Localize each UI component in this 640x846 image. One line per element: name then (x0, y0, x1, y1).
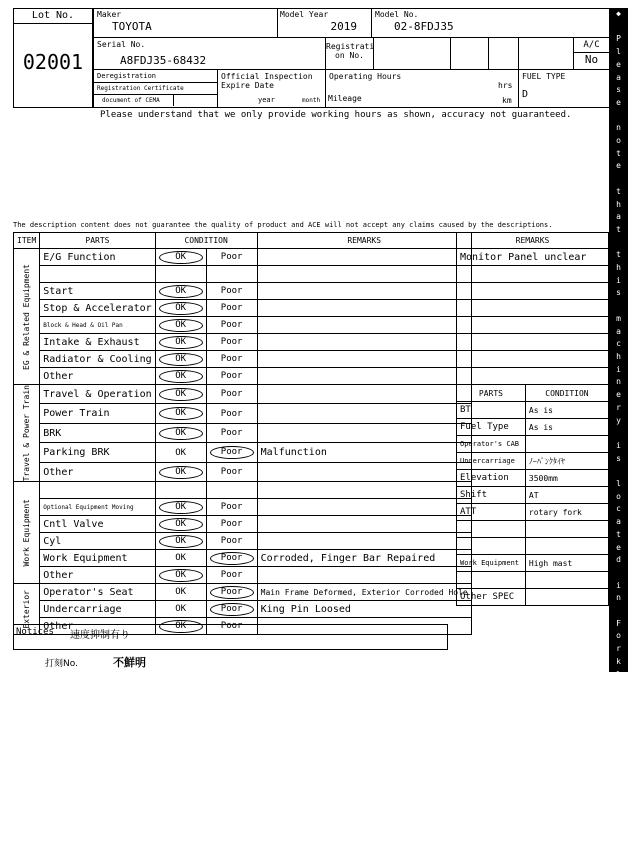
side-strip-char: i (616, 440, 621, 450)
side-strip-char (609, 300, 628, 313)
poor-label: Poor (220, 428, 243, 439)
side-strip-char: e (616, 390, 621, 400)
remark-cell (257, 516, 471, 533)
fuel-type-label: FUEL TYPE (522, 72, 566, 81)
condition-ok-cell (155, 567, 206, 584)
spec-part: Operator's CAB (457, 436, 526, 453)
poor-circled: Poor (210, 586, 254, 599)
part-name: BRK (40, 423, 155, 442)
spec-value (525, 521, 608, 538)
right-parts-header: PARTS (457, 385, 526, 402)
side-strip-char: y (616, 415, 621, 425)
inspection-row (14, 368, 472, 385)
side-strip-char: c (616, 339, 621, 349)
poor-label: Poor (220, 354, 243, 364)
ok-label: OK (175, 604, 187, 615)
right-remark-line (457, 368, 609, 385)
spec-value (525, 589, 608, 606)
inspection-row (14, 351, 472, 368)
side-strip-char (609, 173, 628, 186)
remark-cell (257, 567, 471, 584)
km-unit: km (502, 96, 512, 105)
side-strip-char: l (616, 47, 621, 57)
side-strip-char: f (616, 694, 621, 704)
poor-label: Poor (220, 303, 243, 313)
hours-unit: hrs (498, 81, 513, 90)
remark-cell (257, 385, 471, 404)
registration-label: Registrati on No. (326, 38, 374, 70)
side-strip-char: e (616, 59, 621, 69)
poor-circled: Poor (210, 446, 254, 459)
side-strip-char: m (616, 313, 621, 323)
spec-part: Undercarriage (457, 453, 526, 470)
condition-ok-cell (155, 351, 206, 368)
spec-value (525, 436, 608, 453)
spec-value: ﾉｰﾊﾟﾝｸﾀｲﾔ (525, 453, 608, 470)
lot-value: 02001 (22, 50, 84, 74)
side-strip-char: n (616, 377, 621, 387)
condition-poor-cell (206, 567, 257, 584)
condition-ok-cell (155, 601, 206, 618)
condition-ok-cell (155, 499, 206, 516)
side-strip-char: n (616, 593, 621, 603)
right-remark-line (457, 317, 609, 334)
lot-label: Lot No. (14, 9, 92, 24)
spec-value: rotary fork (525, 504, 608, 521)
side-strip-char: s (616, 453, 621, 463)
spec-value (525, 572, 608, 589)
condition-poor-cell (206, 317, 257, 334)
condition-ok-cell (155, 443, 206, 462)
notices-value: 速度抑制有り (70, 630, 130, 641)
side-strip-char: P (616, 733, 621, 743)
condition-ok-cell (155, 317, 206, 334)
remark-cell (257, 334, 471, 351)
part-name: Optional Equipment Moving (40, 499, 155, 516)
condition-poor-cell (206, 516, 257, 533)
side-strip-char (609, 21, 628, 34)
inspection-row (14, 249, 472, 266)
side-strip-char: a (616, 745, 621, 755)
part-name: Operator's Seat (40, 584, 155, 601)
side-strip-char: ◆ (616, 9, 621, 18)
spec-part (457, 521, 526, 538)
side-strip-char (609, 237, 628, 250)
operating-hours-label: Operating Hours (329, 72, 402, 81)
deregistration-label: Deregistration (94, 70, 217, 83)
poor-label: Poor (220, 536, 243, 547)
notices-label: Notices (16, 627, 54, 637)
part-name: Other (40, 567, 155, 584)
side-strip-char: F (616, 618, 621, 628)
side-strip-char: s (616, 288, 621, 298)
maker-value: TOYOTA (112, 20, 152, 33)
side-strip-char: h (616, 199, 621, 209)
model-no-label: Model No. (375, 10, 419, 19)
maker-label: Maker (97, 10, 122, 19)
model-year-value: 2019 (330, 20, 357, 33)
condition-poor-cell (206, 482, 257, 499)
inspection-row (14, 317, 472, 334)
inspection-row (14, 266, 472, 283)
poor-label: Poor (220, 570, 243, 581)
side-strip-char: a (616, 212, 621, 222)
spec-part (457, 538, 526, 555)
stamp-value: 不鮮明 (113, 656, 146, 669)
side-strip-char: a (616, 72, 621, 82)
condition-poor-cell (206, 266, 257, 283)
condition-ok-cell (155, 266, 206, 283)
remark-cell: Main Frame Deformed, Exterior Corroded Hole (257, 584, 471, 601)
side-strip-char: a (616, 517, 621, 527)
poor-circled: Poor (210, 603, 254, 616)
side-strip-char (609, 719, 628, 732)
stamp-label: 打刻No. (45, 659, 78, 669)
ok-circled: OK (159, 336, 203, 349)
ok-circled: OK (159, 535, 203, 548)
spec-part: ATT (457, 504, 526, 521)
right-remarks-header: REMARKS (457, 233, 609, 249)
side-strip-char: r (616, 402, 621, 412)
parts-header: PARTS (40, 233, 155, 249)
remark-cell (257, 368, 471, 385)
side-strip-char: t (616, 529, 621, 539)
serial-label: Serial No. (97, 40, 146, 49)
part-name: Radiator & Cooling (40, 351, 155, 368)
spec-part: Other SPEC (457, 589, 526, 606)
condition-ok-cell (155, 550, 206, 567)
condition-poor-cell (206, 300, 257, 317)
poor-label: Poor (220, 337, 243, 347)
right-parts-table (456, 384, 609, 606)
part-name: Block & Head & Oil Pan (40, 317, 155, 334)
ok-circled: OK (159, 501, 203, 514)
part-name: Cntl Valve (40, 516, 155, 533)
poor-label: Poor (220, 371, 243, 381)
side-strip-char: h (616, 263, 621, 273)
side-strip-char: d (616, 555, 621, 565)
part-name (40, 482, 155, 499)
spec-part: Work Equipment (457, 555, 526, 572)
condition-header: CONDITION (155, 233, 257, 249)
condition-ok-cell (155, 283, 206, 300)
condition-poor-cell (206, 443, 257, 462)
condition-poor-cell (206, 283, 257, 300)
spec-part: Fuel Type (457, 419, 526, 436)
condition-poor-cell (206, 404, 257, 423)
remark-cell (257, 317, 471, 334)
part-name: Other (40, 462, 155, 482)
cema-document-label: document of CEMA (94, 95, 174, 106)
inspection-row (14, 601, 472, 618)
inspection-row (14, 567, 472, 584)
remark-cell (257, 499, 471, 516)
side-strip-char: ◆ (616, 834, 621, 844)
group-label: Exterior (22, 590, 32, 629)
spec-value: High mast (525, 555, 608, 572)
right-remark-line (457, 266, 609, 283)
group-label: EG & Related Equipment (22, 263, 32, 370)
remark-cell (257, 249, 471, 266)
spec-part: Shift (457, 487, 526, 504)
side-strip-char: a (616, 326, 621, 336)
condition-poor-cell (206, 584, 257, 601)
remark-cell (257, 462, 471, 482)
ok-label: OK (175, 553, 187, 564)
part-name: Stop & Accelerator (40, 300, 155, 317)
fuel-type-value: D (522, 89, 529, 100)
part-name (40, 266, 155, 283)
ok-circled: OK (159, 620, 203, 633)
ok-label: OK (175, 447, 187, 458)
condition-ok-cell (155, 334, 206, 351)
side-strip-char: t (616, 186, 621, 196)
inspection-row (14, 283, 472, 300)
part-name: Other (40, 618, 155, 635)
notices-box (13, 624, 448, 650)
disclaimer: The description content does not guarantee the quality of product and ACE will not accept any claims caused by the descriptions. (13, 221, 553, 229)
part-name: E/G Function (40, 249, 155, 266)
condition-poor-cell (206, 249, 257, 266)
poor-label: Poor (220, 320, 243, 330)
side-note-strip (609, 8, 628, 844)
part-name: Undercarriage (40, 601, 155, 618)
condition-ok-cell (155, 368, 206, 385)
remark-cell (257, 533, 471, 550)
remark-cell (257, 300, 471, 317)
hours-accuracy-note: Please understand that we only provide working hours as shown, accuracy not guaranteed. (100, 110, 572, 120)
side-strip-char: e (616, 161, 621, 171)
inspection-table (13, 232, 472, 635)
condition-poor-cell (206, 550, 257, 567)
registration-certificate-label: Registration Certificate (94, 83, 217, 95)
side-strip-char: P (616, 34, 621, 44)
condition-poor-cell (206, 601, 257, 618)
remark-cell (257, 266, 471, 283)
side-strip-char (609, 567, 628, 580)
condition-ok-cell (155, 482, 206, 499)
lot-box (13, 8, 93, 108)
condition-ok-cell (155, 462, 206, 482)
ok-circled: OK (159, 407, 203, 420)
part-name: Work Equipment (40, 550, 155, 567)
ok-circled: OK (159, 353, 203, 366)
side-strip-char: r (616, 644, 621, 654)
inspection-row (14, 482, 472, 499)
spec-value: AT (525, 487, 608, 504)
model-year-label: Model Year (280, 10, 329, 19)
side-strip-char: i (616, 364, 621, 374)
ok-circled: OK (159, 251, 203, 264)
spec-value: As is (525, 419, 608, 436)
month-unit: month (302, 97, 321, 104)
side-strip-char: k (616, 656, 621, 666)
right-remark-line (457, 300, 609, 317)
inspection-row (14, 443, 472, 462)
side-strip-char: o (616, 631, 621, 641)
ok-circled: OK (159, 302, 203, 315)
side-strip-char (609, 110, 628, 123)
ok-circled: OK (159, 370, 203, 383)
header-grid (93, 8, 610, 108)
condition-poor-cell (206, 533, 257, 550)
right-remark-line (457, 334, 609, 351)
poor-label: Poor (220, 408, 243, 419)
side-strip-char: t (616, 148, 621, 158)
condition-poor-cell (206, 423, 257, 442)
remarks-header: REMARKS (257, 233, 471, 249)
inspection-row (14, 584, 472, 601)
condition-ok-cell (155, 249, 206, 266)
condition-poor-cell (206, 351, 257, 368)
side-strip-char: n (616, 796, 621, 806)
remark-cell: King Pin Loosed (257, 601, 471, 618)
side-strip-char (609, 465, 628, 478)
side-strip-char: i (616, 275, 621, 285)
part-name: Travel & Operation (40, 385, 155, 404)
condition-poor-cell (206, 334, 257, 351)
ok-circled: OK (159, 285, 203, 298)
side-strip-char: r (616, 758, 621, 768)
condition-ok-cell (155, 385, 206, 404)
part-name: Other (40, 368, 155, 385)
condition-ok-cell (155, 300, 206, 317)
condition-poor-cell (206, 462, 257, 482)
right-remarks-table (456, 232, 609, 385)
ok-circled: OK (159, 569, 203, 582)
right-condition-header: CONDITION (525, 385, 608, 402)
part-name: Parking BRK (40, 443, 155, 462)
poor-circled: Poor (210, 552, 254, 565)
remark-cell (257, 482, 471, 499)
side-strip-char: g (616, 809, 621, 819)
side-strip-char: k (616, 771, 621, 781)
side-strip-char (609, 427, 628, 440)
inspection-row (14, 385, 472, 404)
year-unit: year (258, 96, 275, 104)
poor-label: Poor (220, 389, 243, 400)
side-strip-char: i (616, 580, 621, 590)
spec-value: As is (525, 402, 608, 419)
poor-label: Poor (220, 286, 243, 296)
item-header: ITEM (14, 233, 40, 249)
condition-ok-cell (155, 423, 206, 442)
side-strip-char (609, 821, 628, 834)
side-strip-char: c (616, 504, 621, 514)
side-strip-char: t (616, 250, 621, 260)
condition-ok-cell (155, 584, 206, 601)
ok-circled: OK (159, 427, 203, 440)
spec-part: BT (457, 402, 526, 419)
right-remark-line (457, 283, 609, 300)
ac-value: No (584, 53, 599, 66)
mileage-label: Mileage (328, 94, 362, 103)
inspection-row (14, 533, 472, 550)
side-strip-char: t (616, 707, 621, 717)
remark-cell (257, 404, 471, 423)
inspection-row (14, 404, 472, 423)
side-strip-char: l (616, 479, 621, 489)
remark-cell: Corroded, Finger Bar Repaired (257, 550, 471, 567)
remark-cell (257, 351, 471, 368)
condition-ok-cell (155, 533, 206, 550)
part-name: Cyl (40, 533, 155, 550)
side-strip-char: i (616, 682, 621, 692)
poor-label: Poor (220, 502, 243, 513)
side-strip-char: l (616, 669, 621, 679)
inspection-row (14, 300, 472, 317)
inspection-row (14, 516, 472, 533)
spec-value: 3500mm (525, 470, 608, 487)
condition-poor-cell (206, 385, 257, 404)
side-strip-char: e (616, 542, 621, 552)
side-strip-char: n (616, 123, 621, 133)
ok-label: OK (175, 587, 187, 598)
spec-part: Elevation (457, 470, 526, 487)
remark-cell (257, 283, 471, 300)
poor-label: Poor (220, 519, 243, 530)
group-label: Work Equipment (22, 499, 32, 567)
poor-label: Poor (220, 467, 243, 478)
side-strip-char: o (616, 491, 621, 501)
part-name: Power Train (40, 404, 155, 423)
side-strip-char (609, 605, 628, 618)
inspection-row (14, 550, 472, 567)
right-remark-line (457, 351, 609, 368)
part-name: Start (40, 283, 155, 300)
model-no-value: 02-8FDJ35 (394, 20, 454, 33)
ok-circled: OK (159, 388, 203, 401)
ok-circled: OK (159, 319, 203, 332)
inspection-row (14, 499, 472, 516)
remark-cell: Malfunction (257, 443, 471, 462)
ok-circled: OK (159, 518, 203, 531)
poor-label: Poor (220, 252, 243, 262)
condition-poor-cell (206, 368, 257, 385)
right-remark-line: Monitor Panel unclear (457, 249, 609, 266)
side-strip-char: o (616, 136, 621, 146)
ok-circled: OK (159, 466, 203, 479)
inspection-row (14, 423, 472, 442)
poor-label: Poor (220, 621, 243, 632)
inspection-label: Official Inspection Expire Date (221, 72, 313, 90)
condition-ok-cell (155, 516, 206, 533)
part-name: Intake & Exhaust (40, 334, 155, 351)
group-label: Travel & Power Train (22, 385, 32, 482)
remark-cell (257, 423, 471, 442)
condition-ok-cell (155, 404, 206, 423)
ac-label: A/C (574, 38, 609, 53)
side-strip-char: s (616, 85, 621, 95)
side-strip-char: i (616, 783, 621, 793)
inspection-row (14, 462, 472, 482)
serial-value: A8FDJ35-68432 (120, 54, 207, 67)
inspection-row (14, 334, 472, 351)
condition-poor-cell (206, 499, 257, 516)
spec-part (457, 572, 526, 589)
spec-value (525, 538, 608, 555)
side-strip-char: t (616, 224, 621, 234)
side-strip-char: e (616, 97, 621, 107)
side-strip-char: h (616, 351, 621, 361)
